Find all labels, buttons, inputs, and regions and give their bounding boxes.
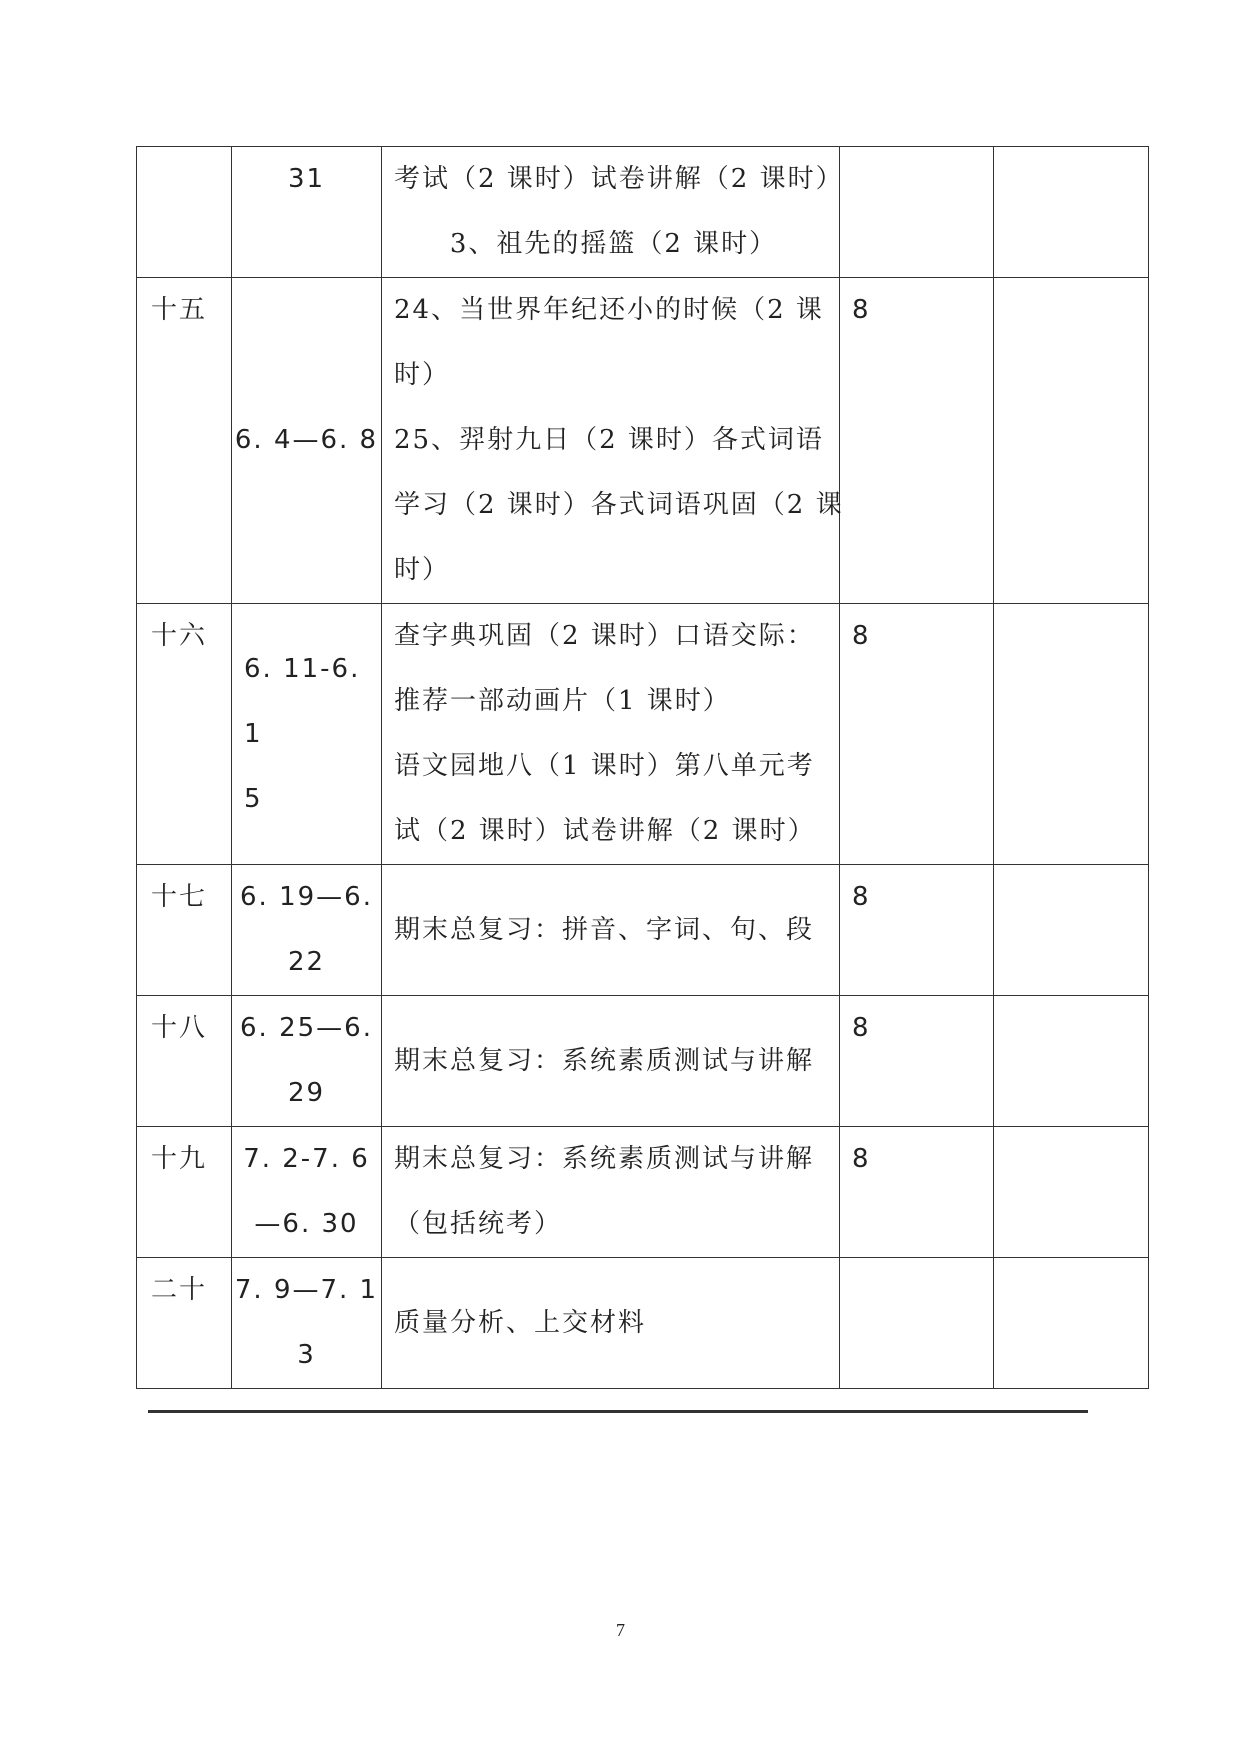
week-cell: 二十 [137, 1258, 232, 1389]
content-cell [382, 147, 844, 278]
content-line: 质量分析、上交材料 [394, 1307, 647, 1338]
content-line: 语文园地八（1 课时）第八单元考 [394, 751, 815, 781]
date-cell: 6. 25—6. 29 [232, 996, 382, 1127]
content-line: 试（2 课时）试卷讲解（2 课时） [394, 816, 816, 846]
date-cell: 6. 11-6. 1 5 [232, 604, 382, 865]
table-row [137, 996, 1149, 1127]
content-line: 期末总复习：拼音、字词、句、段 [394, 914, 815, 945]
hours-cell: 8 [840, 1127, 994, 1258]
note-cell [994, 147, 1149, 278]
table-row [137, 604, 1149, 865]
content-line: 时） [394, 360, 451, 390]
content-line: 考试（2 课时）试卷讲解（2 课时） [394, 164, 844, 194]
week-cell [137, 147, 232, 278]
content-line: 时） [394, 555, 451, 585]
teaching-plan-table [136, 146, 1149, 1389]
content-line: 期末总复习：系统素质测试与讲解 [394, 1045, 815, 1076]
content-line: 25、羿射九日（2 课时）各式词语 [394, 425, 824, 455]
note-cell [994, 278, 1149, 604]
note-cell [994, 865, 1149, 996]
week-cell: 十五 [137, 278, 232, 604]
note-cell [994, 1258, 1149, 1389]
hours-cell: 8 [840, 865, 994, 996]
content-line: 推荐一部动画片（1 课时） [394, 686, 731, 716]
content-line: 24、当世界年纪还小的时候（2 课 [394, 295, 824, 325]
table-row [137, 1127, 1149, 1258]
hours-cell [840, 147, 994, 278]
page-number: 7 [616, 1620, 625, 1640]
table-row [137, 865, 1149, 996]
footer-rule [148, 1410, 1088, 1413]
table-row [137, 147, 1149, 278]
date-cell: 7. 2-7. 6 —6. 30 [232, 1127, 382, 1258]
content-cell [382, 604, 840, 865]
table-row [137, 278, 1149, 604]
content-line: 查字典巩固（2 课时）口语交际： [394, 621, 815, 651]
content-cell [382, 1127, 840, 1258]
content-cell [382, 1258, 840, 1389]
content-cell [382, 865, 840, 996]
week-cell: 十六 [137, 604, 232, 865]
week-cell: 十八 [137, 996, 232, 1127]
content-line: 学习（2 课时）各式词语巩固（2 课 [394, 490, 844, 520]
hours-cell: 8 [840, 278, 994, 604]
hours-cell: 8 [840, 996, 994, 1127]
content-cell [382, 996, 840, 1127]
table-row [137, 1258, 1149, 1389]
hours-cell: 8 [840, 604, 994, 865]
week-cell: 十九 [137, 1127, 232, 1258]
date-cell: 6. 19—6. 22 [232, 865, 382, 996]
content-line: 3、祖先的摇篮（2 课时） [449, 229, 778, 259]
week-cell: 十七 [137, 865, 232, 996]
date-cell: 7. 9—7. 1 3 [232, 1258, 382, 1389]
content-line: （包括统考） [394, 1209, 563, 1239]
note-cell [994, 1127, 1149, 1258]
date-cell: 31 [232, 147, 382, 278]
content-line: 期末总复习：系统素质测试与讲解 [394, 1144, 815, 1174]
date-cell: 6. 4—6. 8 [232, 278, 382, 604]
content-cell [382, 278, 844, 604]
note-cell [994, 604, 1149, 865]
note-cell [994, 996, 1149, 1127]
hours-cell [840, 1258, 994, 1389]
